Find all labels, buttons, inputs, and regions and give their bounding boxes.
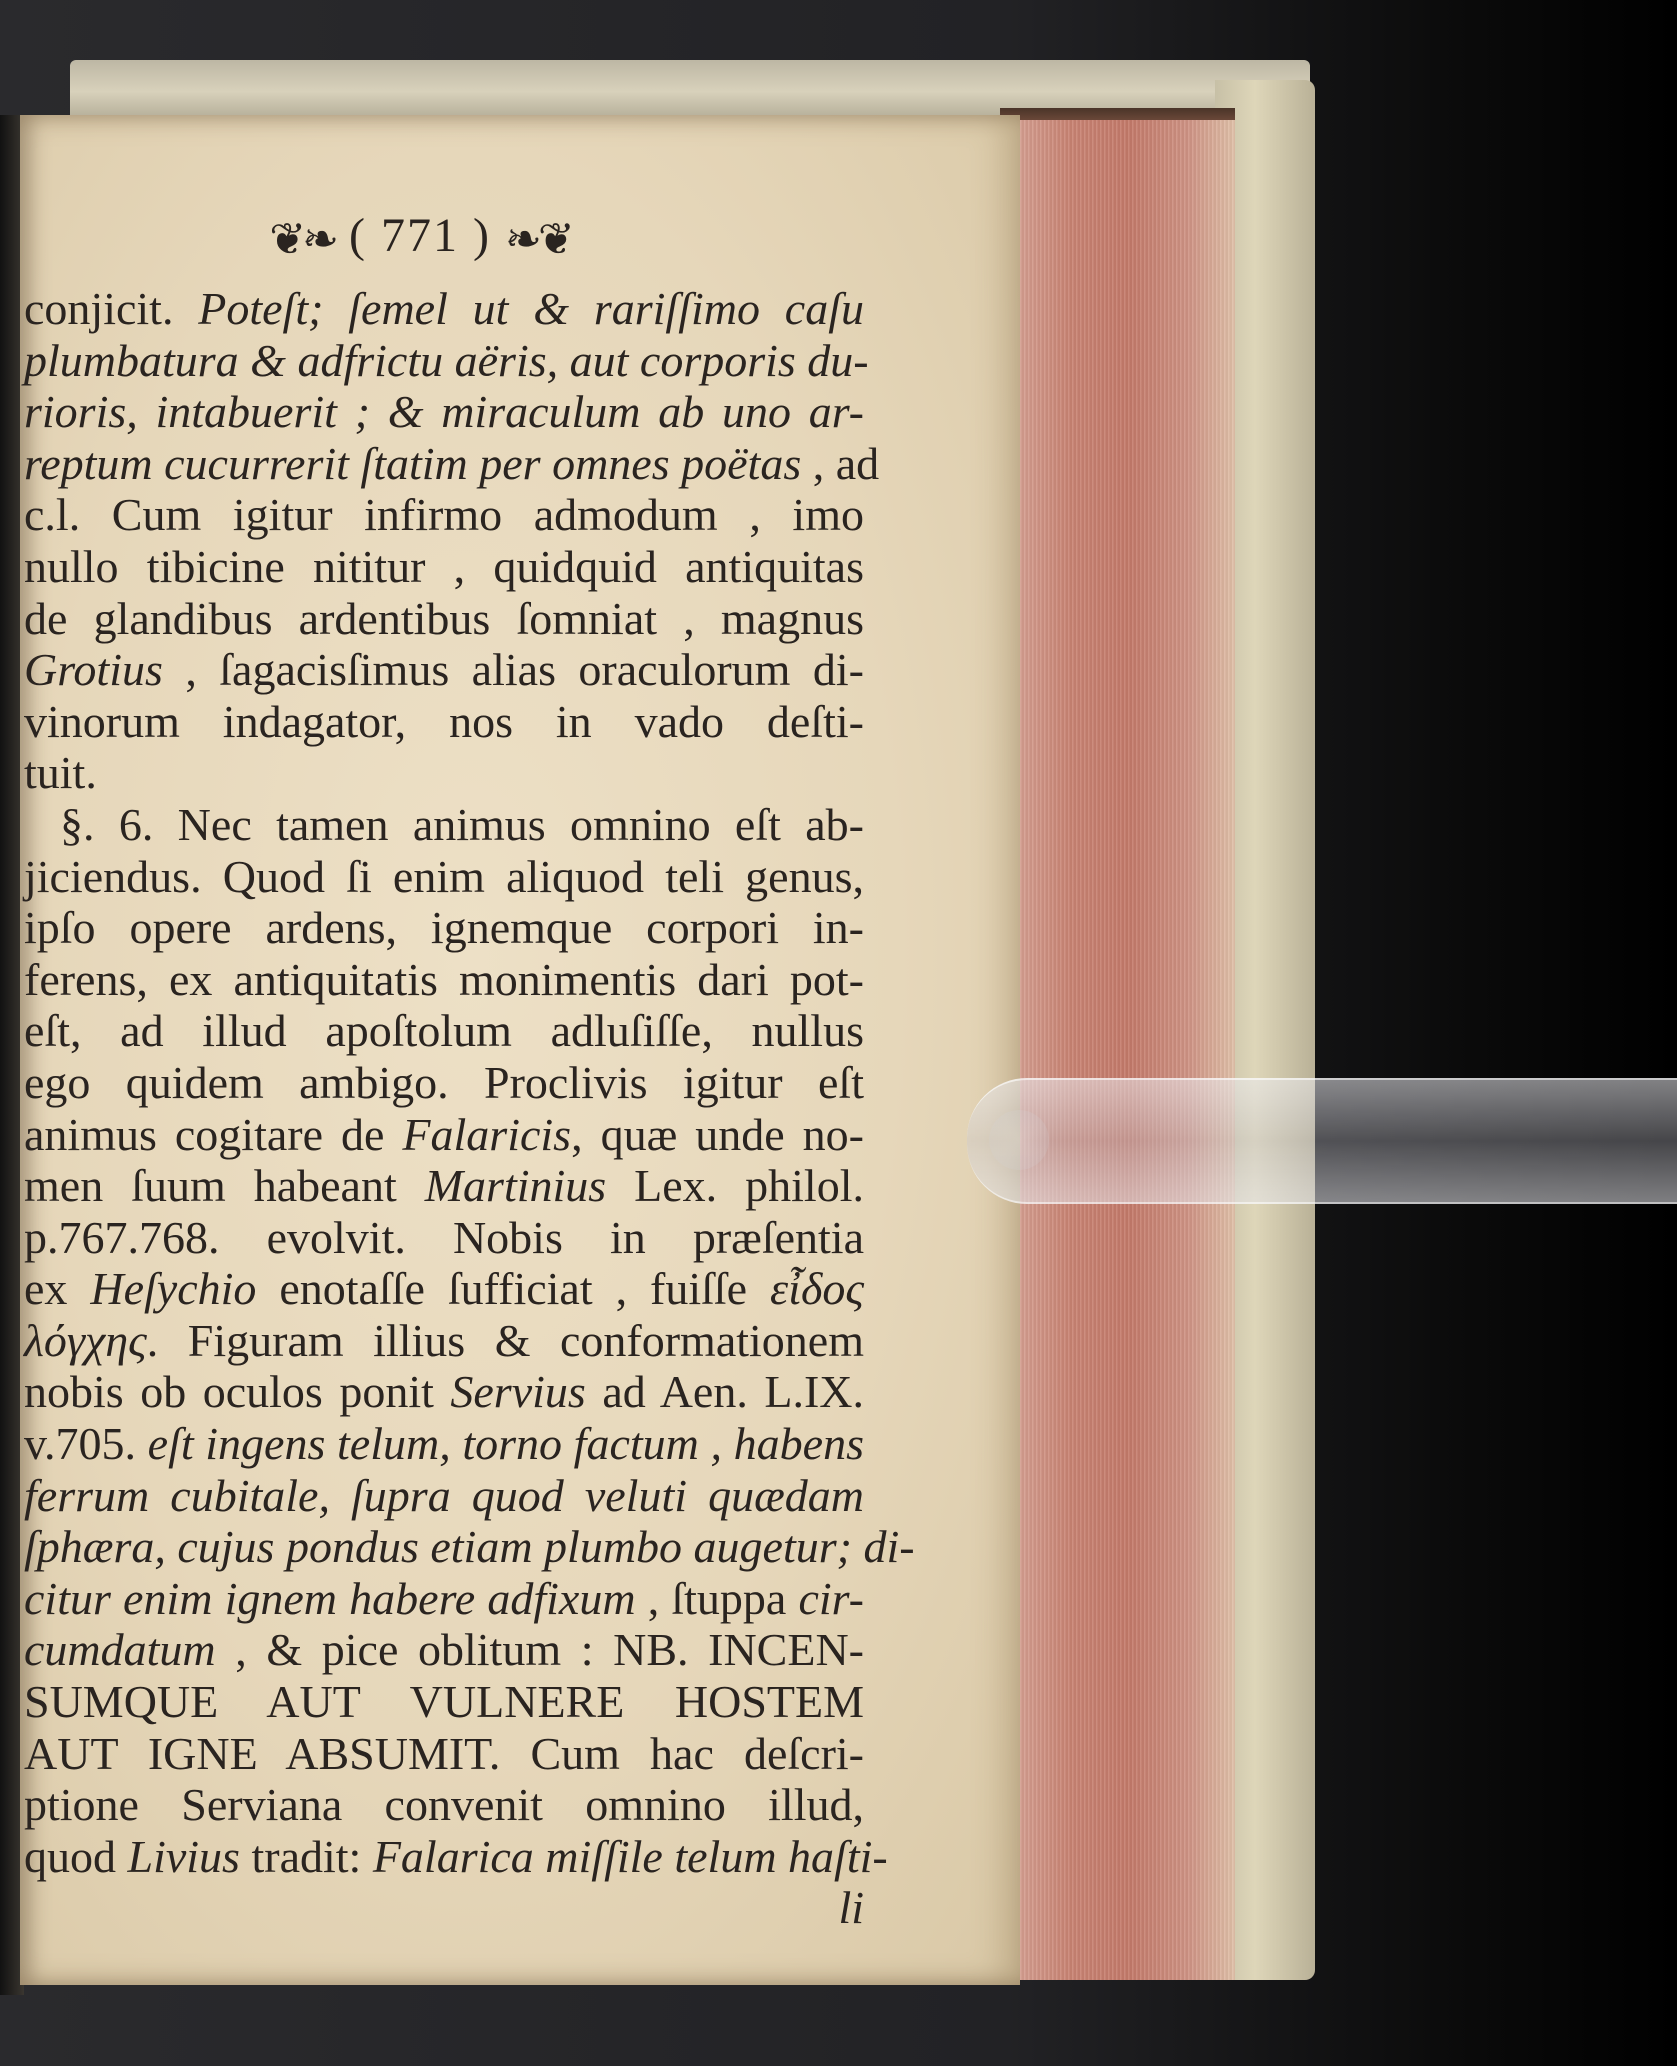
text-line <box>24 1779 864 1831</box>
roman-run: tradit: <box>239 1830 373 1882</box>
roman-run: ferens, ex antiquitatis monimentis dari pot- <box>24 953 864 1005</box>
page-number: ( 771 ) <box>349 209 491 262</box>
text-line <box>24 437 880 490</box>
roman-run: de glandibus ardentibus ſomniat , magnus <box>24 592 864 644</box>
roman-run: ad Aen. L.IX. <box>585 1366 864 1418</box>
roman-run: tuit. <box>24 747 97 799</box>
text-line <box>24 1624 864 1676</box>
italic-run: ferrum cubitale, ſupra quod veluti quædam <box>24 1469 864 1521</box>
roman-run: vinorum indagator, nos in vado deſti- <box>24 695 864 747</box>
roman-run: ptione Serviana convenit omnino illud, <box>24 1779 864 1831</box>
text-line <box>24 1005 864 1057</box>
text-line <box>24 283 864 335</box>
roman-run: Lex. philol. <box>606 1160 864 1212</box>
text-line <box>24 851 864 903</box>
text-line <box>24 1109 864 1161</box>
ornament-left-icon: ❦❧ <box>269 215 336 264</box>
roman-run: c.l. Cum igitur infirmo admodum , imo <box>24 489 864 541</box>
roman-run: eſt, ad illud apoſtolum adluſiſſe, nullus <box>24 1005 864 1057</box>
text-line <box>24 334 869 387</box>
roman-run: p.767.768. evolvit. Nobis in præſentia <box>24 1211 864 1263</box>
italic-run: λόγχης <box>24 1314 147 1366</box>
roman-run: men ſuum habeant <box>24 1160 425 1212</box>
text-line <box>24 1366 864 1418</box>
text-line <box>24 644 864 696</box>
catchword: li <box>838 1882 864 1934</box>
italic-run: Heſychio <box>90 1263 257 1315</box>
italic-run: εἶδος <box>770 1263 864 1315</box>
roman-run: quod <box>24 1830 128 1882</box>
italic-run: Martinius <box>424 1160 607 1212</box>
italic-run: Falaricis <box>402 1108 572 1160</box>
roman-run: §. 6. Nec tamen animus omnino eſt ab- <box>60 798 864 850</box>
italic-run: Poteſt; ſemel ut & rariſſimo caſu <box>198 283 864 334</box>
italic-run: eſt ingens telum, torno factum , habens <box>147 1418 864 1470</box>
text-line <box>24 799 864 851</box>
text-line <box>24 593 864 645</box>
text-line <box>24 696 864 748</box>
text-line <box>24 1573 864 1625</box>
roman-run: animus cogitare de <box>24 1108 403 1160</box>
roman-run: ipſo opere ardens, ignemque corpori in- <box>24 902 864 954</box>
text-line <box>24 954 864 1006</box>
italic-run: Falarica miſſile telum haſti- <box>372 1830 888 1882</box>
italic-run: cir- <box>798 1572 864 1624</box>
italic-run: Livius <box>127 1830 240 1882</box>
roman-run: ego quidem ambigo. Proclivis igitur eſt <box>24 1056 864 1108</box>
roman-run: ex <box>24 1263 91 1315</box>
italic-run: ſphæra, cujus pondus etiam plumbo augetur; di- <box>24 1521 915 1573</box>
roman-run: nullo tibicine nititur , quidquid antiquitas <box>24 540 864 592</box>
text-line <box>24 1676 864 1728</box>
text-line <box>24 1057 864 1109</box>
text-line <box>24 1728 864 1780</box>
text-line <box>24 1160 864 1212</box>
roman-run: , & pice oblitum : NB. INCEN- <box>215 1624 864 1676</box>
text-line <box>24 386 864 438</box>
text-line <box>24 1263 864 1315</box>
roman-run: , ſagacisſimus alias oraculorum di- <box>162 644 864 696</box>
italic-run: Servius <box>450 1366 586 1418</box>
text-line <box>24 1418 864 1470</box>
roman-run: SUMQUE AUT VULNERE HOSTEM <box>24 1676 864 1728</box>
text-line <box>24 541 864 593</box>
roman-run: v.705. <box>24 1418 148 1470</box>
italic-run: plumbatura & adfrictu aëris, aut corporis du- <box>24 334 869 386</box>
italic-run: rioris, intabuerit ; & miraculum ab uno ar- <box>24 386 864 438</box>
italic-run: Grotius <box>24 644 163 696</box>
text-line <box>24 1830 888 1883</box>
italic-run: citur enim ignem habere adfixum <box>24 1572 636 1624</box>
roman-run: , ad <box>801 437 880 489</box>
text-line <box>24 1315 864 1367</box>
roman-run: AUT IGNE ABSUMIT. Cum hac deſcri- <box>24 1727 864 1779</box>
text-line <box>24 1521 915 1573</box>
roman-run: , ſtuppa <box>635 1572 799 1624</box>
italic-run: reptum cucurrerit ſtatim per omnes poëtas <box>24 437 802 489</box>
text-line <box>24 902 864 954</box>
text-line <box>24 747 864 799</box>
roman-run: , quæ unde no- <box>571 1108 864 1160</box>
roman-run: . Figuram illius & conformationem <box>146 1314 864 1366</box>
text-line <box>24 1212 864 1264</box>
roman-run: jiciendus. Quod ſi enim aliquod teli genus, <box>24 850 864 902</box>
body-text <box>24 205 915 1934</box>
roman-run: enotaſſe ſufficiat , fuiſſe <box>256 1263 771 1315</box>
ornament-right-icon: ❧❦ <box>504 215 571 264</box>
roman-run: conjicit. <box>24 283 199 334</box>
plastic-page-clip <box>967 1078 1677 1204</box>
sprinkled-fore-edge <box>1000 120 1235 1980</box>
text-line <box>24 1470 864 1522</box>
text-line <box>24 489 864 541</box>
roman-run: nobis ob oculos ponit <box>24 1366 451 1418</box>
italic-run: cumdatum <box>24 1624 216 1676</box>
